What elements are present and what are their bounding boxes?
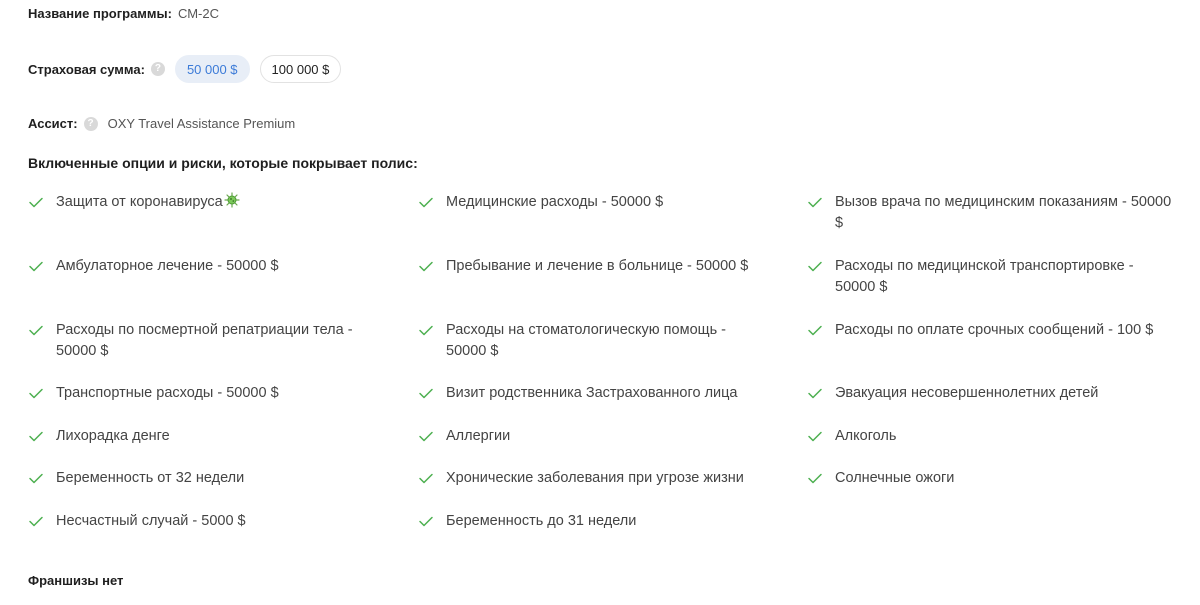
option-label: Расходы по оплате срочных сообщений - 100 $ [835, 322, 1154, 338]
option-item [418, 383, 766, 404]
option-item [28, 320, 376, 362]
check-icon [28, 428, 44, 444]
option-label: Медицинские расходы - 50000 $ [446, 194, 664, 210]
option-item [807, 426, 1175, 447]
option-item [28, 511, 376, 532]
option-item [418, 511, 766, 532]
check-icon [418, 428, 434, 444]
option-label: Амбулаторное лечение - 50000 $ [56, 258, 279, 274]
option-item [807, 256, 1175, 298]
option-label: Лихорадка денге [56, 428, 170, 444]
check-icon [28, 385, 44, 401]
option-label: Алкоголь [835, 428, 897, 444]
check-icon [807, 194, 823, 210]
program-value: СМ-2С [177, 6, 219, 21]
check-icon [418, 194, 434, 210]
option-item [418, 468, 766, 489]
option-item [418, 192, 766, 213]
check-icon [807, 385, 823, 401]
franchise-text: Франшизы нет [28, 573, 124, 588]
question-circle-icon[interactable]: ? [84, 117, 98, 131]
insurance-sum-label: Страховая сумма: [28, 61, 145, 77]
option-item [807, 383, 1175, 404]
option-item [28, 468, 376, 489]
option-item [28, 383, 376, 404]
option-item [418, 426, 766, 447]
assist-label: Ассист: [28, 116, 78, 131]
virus-icon [224, 192, 240, 208]
insurance-sum-row [28, 55, 351, 83]
check-icon [807, 428, 823, 444]
option-item [28, 256, 376, 277]
option-label: Пребывание и лечение в больнице - 50000 $ [446, 258, 749, 274]
check-icon [807, 470, 823, 486]
option-label: Визит родственника Застрахованного лица [446, 385, 738, 401]
check-icon [418, 385, 434, 401]
sum-option-100000-button[interactable]: 100 000 $ [260, 55, 342, 83]
program-row [28, 6, 219, 21]
option-item [418, 256, 766, 277]
question-circle-icon[interactable]: ? [151, 62, 165, 76]
option-item [807, 320, 1175, 341]
check-icon [28, 258, 44, 274]
check-icon [418, 513, 434, 529]
check-icon [807, 322, 823, 338]
check-icon [807, 258, 823, 274]
option-label: Вызов врача по медицинским показаниям - 50000 $ [835, 194, 1172, 231]
option-label: Несчастный случай - 5000 $ [56, 513, 246, 529]
check-icon [28, 513, 44, 529]
sum-option-50000-button[interactable]: 50 000 $ [175, 55, 250, 83]
option-label: Расходы на стоматологическую помощь - 50000 $ [446, 322, 726, 359]
option-label: Беременность от 32 недели [56, 470, 245, 486]
option-label: Эвакуация несовершеннолетних детей [835, 385, 1099, 401]
option-label: Аллергии [446, 428, 511, 444]
option-label: Расходы по посмертной репатриации тела - 50000 $ [56, 322, 353, 359]
option-label: Беременность до 31 недели [446, 513, 637, 529]
check-icon [418, 258, 434, 274]
check-icon [28, 470, 44, 486]
option-label: Хронические заболевания при угрозе жизни [446, 470, 744, 486]
option-item [28, 426, 376, 447]
check-icon [28, 322, 44, 338]
program-label: Название программы: [28, 6, 172, 21]
option-item [807, 468, 1175, 489]
assist-value: OXY Travel Assistance Premium [107, 116, 296, 131]
assist-row [28, 116, 295, 131]
check-icon [418, 470, 434, 486]
option-item [807, 192, 1175, 234]
option-item [418, 320, 766, 362]
option-label: Защита от коронавируса [56, 194, 223, 210]
option-label: Транспортные расходы - 50000 $ [56, 385, 279, 401]
check-icon [28, 194, 44, 210]
options-section-title: Включенные опции и риски, которые покрывает полис: [28, 155, 418, 171]
option-label: Расходы по медицинской транспортировке - 50000 $ [835, 258, 1134, 295]
option-item [28, 192, 240, 213]
check-icon [418, 322, 434, 338]
option-label: Солнечные ожоги [835, 470, 955, 486]
